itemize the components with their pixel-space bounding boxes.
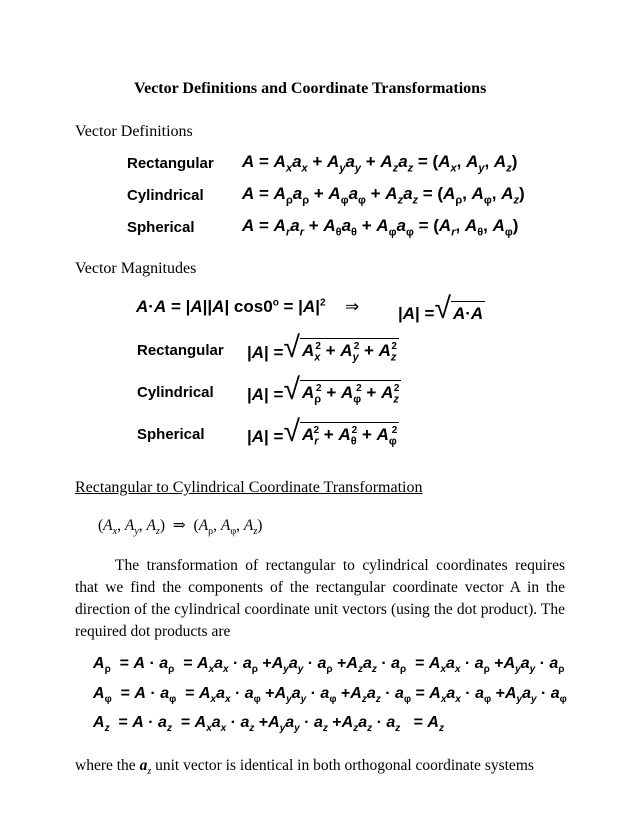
dot-product-a-z: $A_z = A \cdot a_z = A_xa_x \cdot a_z +A_ya_y \cdot a_z +A_za_z \cdot a_z = A_z$ [93, 714, 444, 735]
magnitude-label-cylindrical: Cylindrical [137, 384, 214, 401]
implies-arrow: ⇒ [345, 297, 360, 316]
dot-identity-equation: A·A = |A||A| $\cos 0^o = |A|^2$ [136, 297, 326, 316]
page-title: Vector Definitions and Coordinate Transformations [134, 80, 487, 97]
closing-sentence: where the $a_z$ unit vector is identical in both orthogonal coordinate systems [75, 757, 534, 778]
section-heading-rect-to-cyl: Rectangular to Cylindrical Coordinate Transformation [75, 479, 423, 496]
magnitude-equation-cylindrical: | A | = √ $A_\rho^2 + A_\varphi^2 + A_z^2$ [247, 373, 400, 406]
definition-label-cylindrical: Cylindrical [127, 187, 204, 204]
magnitude-label-spherical: Spherical [137, 426, 205, 443]
dot-product-a-phi: $A_\varphi = A \cdot a_\varphi = A_xa_x \cdot a_\varphi +A_ya_y \cdot a_\varphi +A_za_z \cdot a_\varphi = A_xa_x \cdot a_\varphi +A_ya_y \cdot a_\varphi$ [93, 685, 567, 706]
definition-equation-spherical: $A = A_ra_r + A_\theta a_\theta + A_\varphi a_\varphi = (A_r$, $A_\theta$, $A_\varphi$) [242, 216, 519, 239]
explanation-paragraph: The transformation of rectangular to cylindrical coordinates requires that we find the components of the rectangular coordinate vector A in the direction of the cylindrical coordinate unit vectors (using the dot product). The required dot products are [75, 557, 565, 640]
section-heading-vector-definitions: Vector Definitions [75, 123, 193, 140]
magnitude-identity-equation: | A | = √ A·A [398, 292, 484, 325]
section-heading-vector-magnitudes: Vector Magnitudes [75, 260, 197, 277]
definition-label-rectangular: Rectangular [127, 155, 214, 172]
definition-equation-cylindrical: $A = A_\rho a_\rho + A_\varphi a_\varphi + A_za_z = (A_\rho$, $A_\varphi$, $A_z$) [242, 184, 525, 207]
definition-label-spherical: Spherical [127, 219, 195, 236]
magnitude-equation-rectangular: | A | = √ $A_x^2 + A_y^2 + A_z^2$ [247, 331, 397, 364]
dot-product-a-rho: $A_\rho = A \cdot a_\rho = A_xa_x \cdot a_\rho +A_ya_y \cdot a_\rho +A_za_z \cdot a_\rho = A_xa_x \cdot a_\rho +A_ya_y \cdot a_\rho$ [93, 655, 565, 676]
coordinate-mapping: ($A_x$, $A_y$, $A_z$) ⇒ ($A_\rho$, $A_\varphi$, $A_z$) [98, 517, 263, 538]
magnitude-equation-spherical: | A | = √ $A_r^2 + A_\theta^2 + A_\varphi^2$ [247, 415, 398, 448]
definition-equation-rectangular: $A = A_xa_x + A_ya_y + A_za_z = (A_x$, $A_y$, $A_z$) [242, 152, 518, 175]
magnitude-label-rectangular: Rectangular [137, 342, 224, 359]
